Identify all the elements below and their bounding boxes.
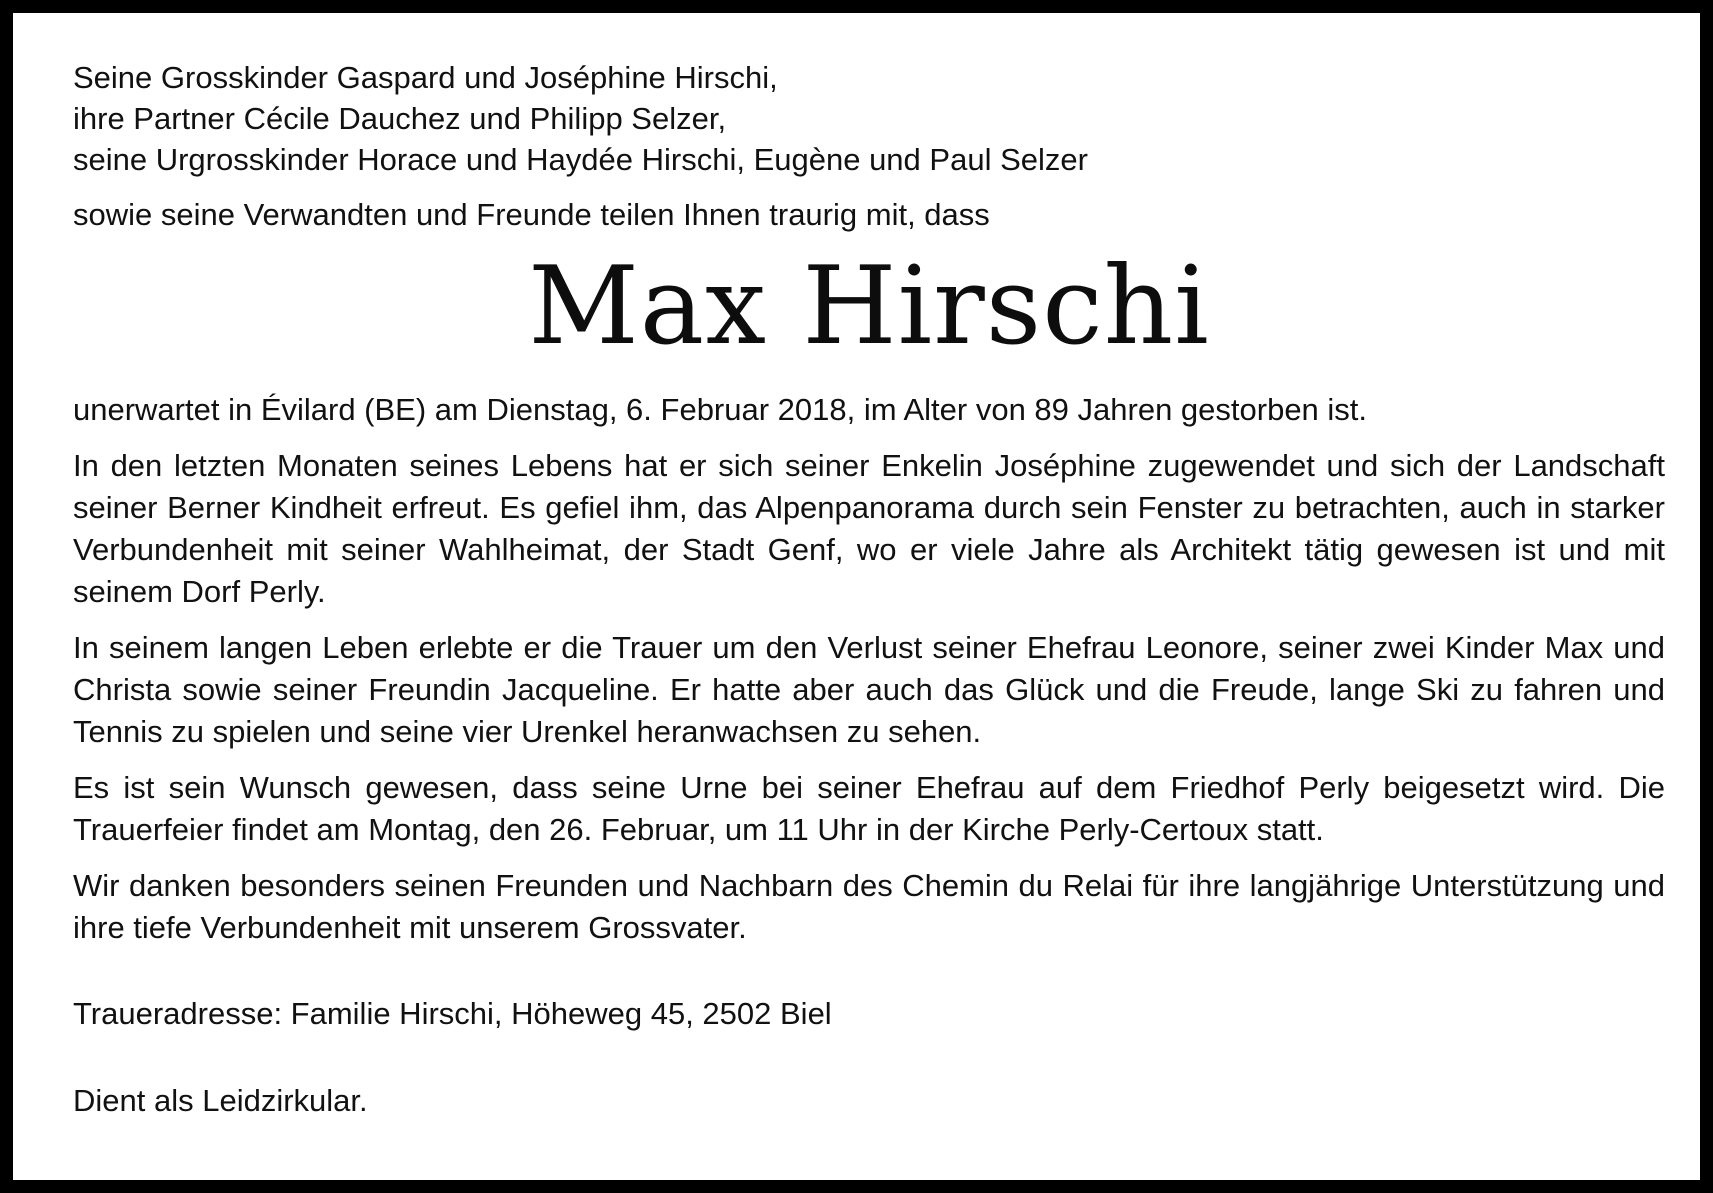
section-spacer bbox=[73, 963, 1665, 993]
paragraph-thanks: Wir danken besonders seinen Freunden und Nachbarn des Chemin du Relai für ihre langjährige Unterstützung und ihre tiefe Verbundenheit mit unserem Grossvater. bbox=[73, 868, 1665, 945]
intro-closing: sowie seine Verwandten und Freunde teilen Ihnen traurig mit, dass bbox=[73, 197, 990, 232]
deceased-name: Max Hirschi bbox=[528, 244, 1210, 369]
paragraph-last-months: In den letzten Monaten seines Lebens hat er sich seiner Enkelin Joséphine zugewendet und sich der Landschaft seiner Berner Kindheit erfreut. Es gefiel ihm, das Alpenpanorama durch sein Fenster zu betrachten, auch in starker Verbundenheit mit seiner Wahlheimat, der Stadt Genf, wo er viele Jahre als Architekt tätig gewesen ist und mit seinem Dorf Perly. bbox=[73, 448, 1665, 609]
intro-line-grandchildren: Seine Grosskinder Gaspard und Joséphine Hirschi, bbox=[73, 60, 778, 95]
intro-line-partners: ihre Partner Cécile Dauchez und Philipp Selzer, bbox=[73, 101, 727, 136]
paragraph-long-life: In seinem langen Leben erlebte er die Trauer um den Verlust seiner Ehefrau Leonore, seiner zwei Kinder Max und Christa sowie seiner Freundin Jacqueline. Er hatte aber auch das Glück und die Freude, lange Ski zu fahren und Tennis zu spielen und seine vier Urenkel heranwachsen zu sehen. bbox=[73, 630, 1665, 749]
intro-gap bbox=[73, 180, 1665, 194]
death-announcement: unerwartet in Évilard (BE) am Dienstag, 6. Februar 2018, im Alter von 89 Jahren gestorben ist. bbox=[73, 392, 1368, 427]
mourning-address: Traueradresse: Familie Hirschi, Höheweg 45, 2502 Biel bbox=[73, 996, 832, 1031]
obituary-content bbox=[73, 57, 1665, 1122]
intro-line-great-grandchildren: seine Urgrosskinder Horace und Haydée Hirschi, Eugène und Paul Selzer bbox=[73, 142, 1088, 177]
paragraph-funeral: Es ist sein Wunsch gewesen, dass seine Urne bei seiner Ehefrau auf dem Friedhof Perly beigesetzt wird. Die Trauerfeier findet am Montag, den 26. Februar, um 11 Uhr in der Kirche Perly-Certoux statt. bbox=[73, 770, 1665, 847]
circular-note: Dient als Leidzirkular. bbox=[73, 1083, 368, 1118]
footer-gap bbox=[73, 1035, 1665, 1080]
